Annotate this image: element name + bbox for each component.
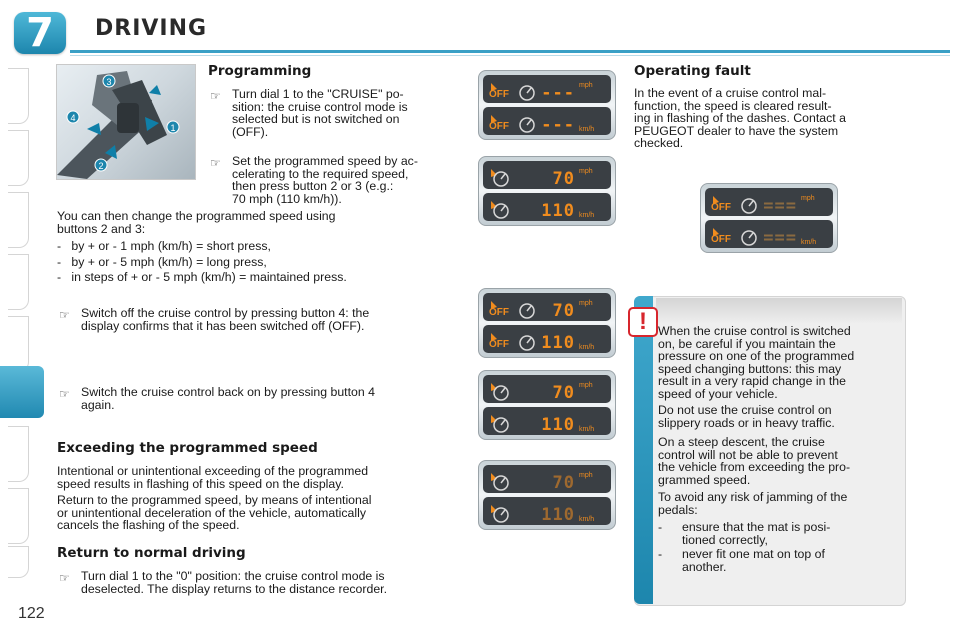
text-line: control will not be able to prevent: [658, 447, 838, 462]
cruise-control-stalk-illustration: [56, 64, 196, 180]
display-panel-set-speed: [478, 156, 616, 226]
text-line: (OFF).: [232, 124, 269, 139]
display-speed-value: 70: [552, 169, 575, 189]
programming-bullet-2: [232, 155, 464, 205]
list-item-text: by + or - 1 mph (km/h) = short press,: [71, 239, 271, 253]
switch-off-text: [81, 307, 464, 332]
text-line: then press button 2 or 3 (e.g.:: [232, 179, 394, 194]
side-tab-driving-active[interactable]: [0, 366, 44, 418]
display-unit: mph: [801, 195, 815, 202]
bullet-icon: ☞: [59, 308, 70, 322]
display-panel-flashing: [478, 460, 616, 530]
side-tab-4[interactable]: [8, 254, 29, 310]
display-unit: km/h: [579, 426, 595, 433]
display-unit: km/h: [801, 239, 817, 246]
off-indicator: OFF: [489, 121, 509, 132]
side-tab-5[interactable]: [8, 316, 29, 372]
text-line: sition: the cruise control mode is: [232, 99, 408, 114]
display-panel-switched-on: [478, 370, 616, 440]
off-indicator: OFF: [711, 202, 731, 213]
warning-list: [658, 521, 896, 573]
change-intro: [57, 210, 464, 235]
display-unit: km/h: [579, 516, 595, 523]
side-tab-8[interactable]: [8, 488, 29, 544]
text-line: checked.: [634, 136, 684, 151]
side-tab-7[interactable]: [8, 426, 29, 482]
text-line: Return to the programmed speed, by means of intentional: [57, 493, 372, 507]
bullet-icon: ☞: [210, 156, 221, 170]
change-list: [57, 240, 464, 284]
text-line: another.: [682, 559, 727, 574]
exceeding-heading: Exceeding the programmed speed: [57, 440, 318, 456]
text-line: the vehicle from exceeding the pro-: [658, 460, 851, 475]
chapter-number: 7: [26, 10, 54, 56]
exceeding-para-2: [57, 494, 464, 532]
text-line: cancels the flashing of the speed.: [57, 518, 240, 533]
text-line: You can then change the programmed speed using: [57, 209, 336, 223]
warning-box-shade: [656, 298, 902, 324]
off-indicator: OFF: [489, 89, 509, 100]
display-speed-value: 70: [552, 383, 575, 403]
stalk-label-3: 3: [106, 77, 112, 87]
list-item-text: in steps of + or - 5 mph (km/h) = maintained press.: [71, 270, 347, 285]
stalk-label-1: 1: [170, 123, 176, 133]
text-line: celerating to the required speed,: [232, 166, 409, 181]
display-speed-value: ===: [763, 228, 797, 248]
programming-bullet-1: [232, 88, 464, 138]
text-line: ensure that the mat is posi-: [682, 520, 831, 534]
side-tab-1[interactable]: [8, 68, 29, 124]
text-line: When the cruise control is switched: [658, 324, 851, 338]
text-line: pedals:: [658, 502, 698, 517]
text-line: pressure on one of the programmed: [658, 349, 855, 364]
text-line: Turn dial 1 to the "0" position: the cruise control mode is: [81, 569, 385, 583]
header-rule-light: [70, 55, 950, 56]
exceeding-para-1: [57, 465, 464, 490]
warning-para-4: [658, 491, 896, 516]
text-line: slippery roads or in heavy traffic.: [658, 415, 835, 430]
display-panel-fault: [700, 183, 838, 253]
display-unit: mph: [579, 382, 593, 389]
switch-on-text: [81, 386, 464, 411]
display-speed-value: ===: [763, 196, 797, 216]
dash: -: [658, 520, 663, 534]
text-line: function, the speed is cleared result-: [634, 98, 832, 113]
programming-heading: Programming: [208, 63, 312, 79]
text-line: Turn dial 1 to the "CRUISE" po-: [232, 87, 404, 101]
text-line: buttons 2 and 3:: [57, 221, 146, 236]
list-item: [658, 548, 896, 573]
display-speed-value: 70: [552, 473, 575, 493]
off-indicator: OFF: [711, 234, 731, 245]
bullet-icon: ☞: [59, 571, 70, 585]
stalk-label-2: 2: [98, 161, 104, 171]
operating-fault-text: [634, 87, 904, 150]
stalk-label-4: 4: [70, 113, 76, 123]
header-rule: [70, 50, 950, 53]
list-item-text: by + or - 5 mph (km/h) = long press,: [71, 254, 267, 269]
display-unit: km/h: [579, 344, 595, 351]
display-unit: km/h: [579, 212, 595, 219]
text-line: speed changing buttons: this may: [658, 361, 842, 376]
text-line: speed results in flashing of this speed on the display.: [57, 476, 344, 491]
display-speed-value: 70: [552, 301, 575, 321]
text-line: result in a very rapid change in the: [658, 374, 846, 389]
text-line: on, be careful if you maintain the: [658, 336, 836, 351]
bullet-icon: ☞: [210, 89, 221, 103]
off-indicator: OFF: [489, 307, 509, 318]
display-unit: km/h: [579, 126, 595, 133]
text-line: display confirms that it has been switched off (OFF).: [81, 318, 365, 333]
text-line: 70 mph (110 km/h)).: [232, 191, 342, 206]
chapter-title: DRIVING: [95, 16, 208, 41]
display-row: [483, 465, 611, 493]
display-speed-value: ---: [541, 83, 575, 103]
display-row: [483, 375, 611, 403]
text-line: PEUGEOT dealer to have the system: [634, 123, 839, 138]
warning-para-1: [658, 325, 896, 401]
display-speed-value: 110: [541, 333, 575, 353]
bullet-icon: ☞: [59, 387, 70, 401]
list-item: - by + or - 5 mph (km/h) = long press,: [57, 254, 267, 269]
return-normal-text: [81, 570, 464, 595]
text-line: never fit one mat on top of: [682, 547, 825, 562]
page-number: 122: [18, 605, 45, 622]
text-line: Switch the cruise control back on by pressing button 4: [81, 385, 375, 399]
display-unit: mph: [579, 472, 593, 479]
display-row: [483, 161, 611, 189]
text-line: again.: [81, 397, 115, 412]
text-line: In the event of a cruise control mal-: [634, 86, 827, 100]
text-line: selected but is not switched on: [232, 112, 400, 127]
display-speed-value: ---: [541, 115, 575, 135]
off-indicator: OFF: [489, 339, 509, 350]
dash: -: [658, 547, 663, 562]
warning-box-strip: [634, 296, 653, 604]
display-speed-value: 110: [541, 201, 575, 221]
operating-fault-heading: Operating fault: [634, 63, 751, 79]
warning-exclamation-icon: !: [628, 307, 658, 337]
text-line: deselected. The display returns to the distance recorder.: [81, 581, 388, 596]
side-tab-9[interactable]: [8, 546, 29, 578]
display-speed-value: 110: [541, 505, 575, 525]
text-line: tioned correctly,: [682, 532, 768, 547]
text-line: Intentional or unintentional exceeding of the programmed: [57, 464, 369, 478]
text-line: To avoid any risk of jamming of the: [658, 490, 848, 504]
display-unit: mph: [579, 168, 593, 175]
list-item: [658, 521, 896, 546]
display-speed-value: 110: [541, 415, 575, 435]
text-line: speed of your vehicle.: [658, 386, 778, 401]
return-normal-heading: Return to normal driving: [57, 545, 246, 561]
list-item-text: [682, 548, 896, 573]
list-item: - in steps of + or - 5 mph (km/h) = maintained press.: [57, 270, 347, 285]
side-tab-2[interactable]: [8, 130, 29, 186]
text-line: Do not use the cruise control on: [658, 403, 832, 417]
display-panel-switched-off: [478, 288, 616, 358]
text-line: Set the programmed speed by ac-: [232, 154, 418, 168]
warning-para-3: [658, 436, 896, 486]
list-item: - by + or - 1 mph (km/h) = short press,: [57, 239, 271, 253]
display-unit: mph: [579, 82, 593, 89]
warning-para-2: [658, 404, 896, 429]
text-line: or unintentional deceleration of the vehicle, automatically: [57, 505, 366, 520]
text-line: Switch off the cruise control by pressing button 4: the: [81, 306, 370, 320]
text-line: ing in flashing of the dashes. Contact a: [634, 111, 846, 126]
text-line: grammed speed.: [658, 472, 751, 487]
list-item-text: [682, 521, 896, 546]
display-panel-off: [478, 70, 616, 140]
display-unit: mph: [579, 300, 593, 307]
text-line: On a steep descent, the cruise: [658, 435, 825, 449]
side-tab-3[interactable]: [8, 192, 29, 248]
